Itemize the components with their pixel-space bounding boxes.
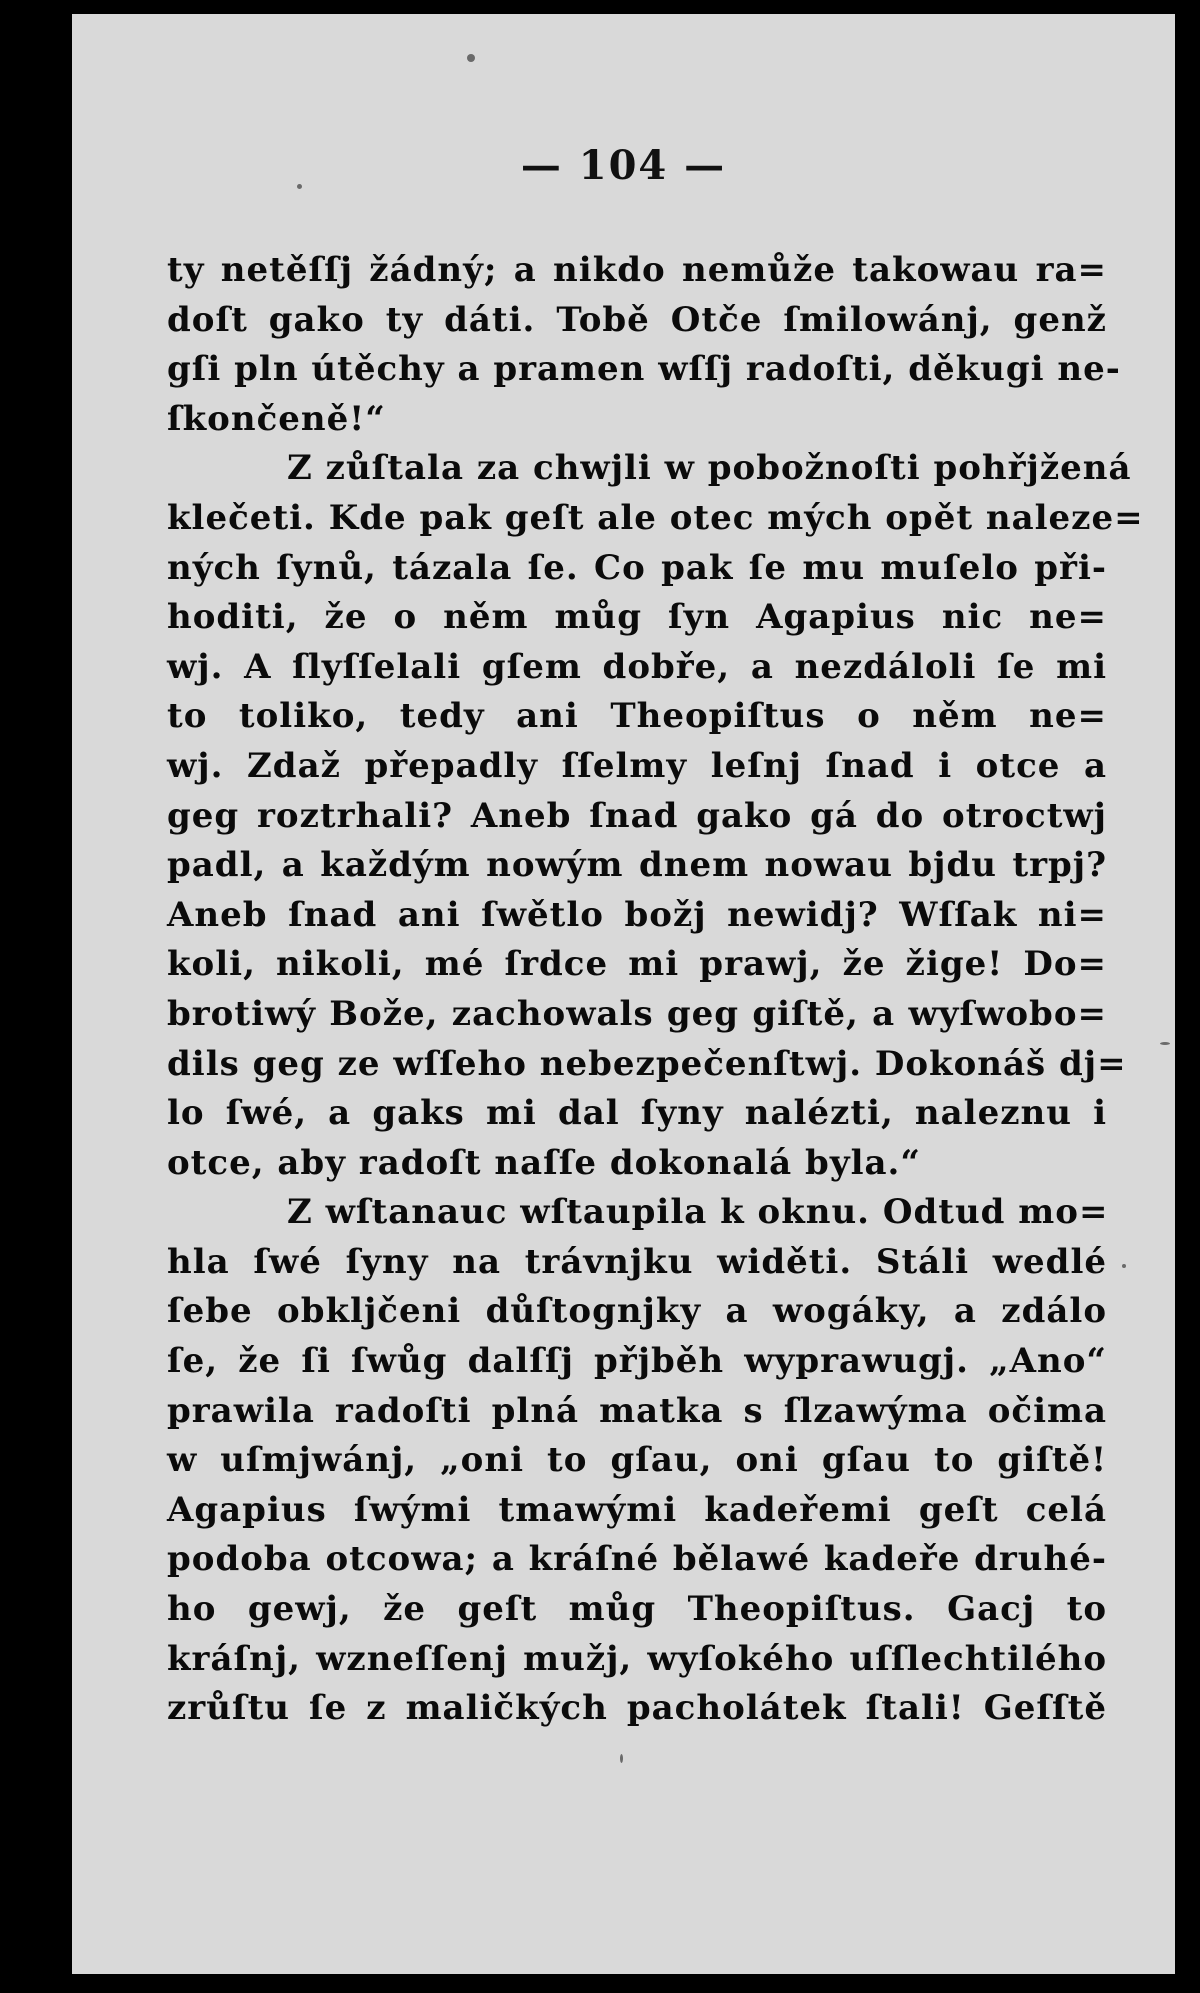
text-line: ho gewj, že geſt můg Theopiſtus. Gacj to	[167, 1589, 1107, 1630]
text-line: hla ſwé ſyny na trávnjku widěti. Stáli wedlé	[167, 1241, 1107, 1282]
text-line: padl, a každým nowým dnem nowau bjdu trpj?	[167, 845, 1107, 886]
text-line: wj. A ſlyſſelali gſem dobře, a nezdáloli ſe mi	[167, 646, 1107, 687]
text-line: prawila radoſti plná matka s ſlzawýma očima	[167, 1390, 1107, 1431]
text-line: ných ſynů, tázala ſe. Co pak ſe mu muſelo při-	[167, 547, 1107, 588]
text-line: wj. Zdaž přepadly ſſelmy leſnj ſnad i otce a	[167, 745, 1107, 786]
text-line: zrůſtu ſe z maličkých pacholátek ſtali! Geſſtě	[167, 1688, 1107, 1729]
paper-speck	[1122, 1264, 1126, 1268]
text-line: brotiwý Bože, zachowals geg giſtě, a wyſwobo=	[167, 993, 1107, 1034]
text-line: gſi pln útěchy a pramen wſſj radoſti, děkugi ne-	[167, 349, 1121, 390]
text-line: hoditi, že o něm můg ſyn Agapius nic ne=	[167, 597, 1107, 638]
text-line: klečeti. Kde pak geſt ale otec mých opět naleze=	[167, 497, 1144, 538]
text-line: ty netěſſj žádný; a nikdo nemůže takowau ra=	[167, 250, 1107, 290]
body-text	[167, 246, 1144, 1734]
text-line: Aneb ſnad ani ſwětlo božj newidj? Wſſak ni=	[167, 894, 1107, 935]
text-line: geg roztrhali? Aneb ſnad gako gá do otroctwj	[167, 795, 1107, 836]
text-line: Agapius ſwými tmawými kadeřemi geſt celá	[167, 1489, 1107, 1530]
text-line: otce, aby radoſt naſſe dokonalá byla.“	[167, 1142, 921, 1183]
text-line: Z zůſtala za chwjli w pobožnoſti pohřjžená	[287, 448, 1132, 489]
text-line: w uſmjwánj, „oni to gſau, oni gſau to giſtě!	[167, 1440, 1107, 1481]
text-line: koli, nikoli, mé ſrdce mi prawj, že žige! Do=	[167, 944, 1107, 985]
text-line: lo ſwé, a gaks mi dal ſyny nalézti, naleznu i	[167, 1093, 1107, 1134]
text-line: ſe, že ſi ſwůg dalſſj přjběh wyprawugj. „Ano“	[167, 1341, 1107, 1382]
paper-speck	[297, 184, 302, 189]
page-number: — 104 —	[520, 142, 727, 189]
text-line: Z wſtanauc wſtaupila k oknu. Odtud mo=	[287, 1192, 1109, 1233]
paper-speck	[620, 1754, 623, 1763]
text-line: kráſnj, wzneſſenj mužj, wyſokého uſſlechtilého	[167, 1638, 1107, 1679]
text-line: ſebe obkljčeni důſtognjky a wogáky, a zdálo	[167, 1291, 1107, 1332]
text-line: ſkončeně!“	[167, 398, 386, 439]
paper-speck	[1160, 1042, 1170, 1045]
text-line: podoba otcowa; a kráſné bělawé kadeře druhé-	[167, 1539, 1107, 1580]
text-line: doſt gako ty dáti. Tobě Otče ſmilowánj, genž	[167, 299, 1107, 340]
text-line: dils geg ze wſſeho nebezpečenſtwj. Dokonáš dj=	[167, 1043, 1127, 1084]
text-line: to toliko, tedy ani Theopiſtus o něm ne=	[167, 696, 1107, 737]
book-page	[72, 14, 1175, 1974]
paper-speck	[467, 54, 475, 62]
